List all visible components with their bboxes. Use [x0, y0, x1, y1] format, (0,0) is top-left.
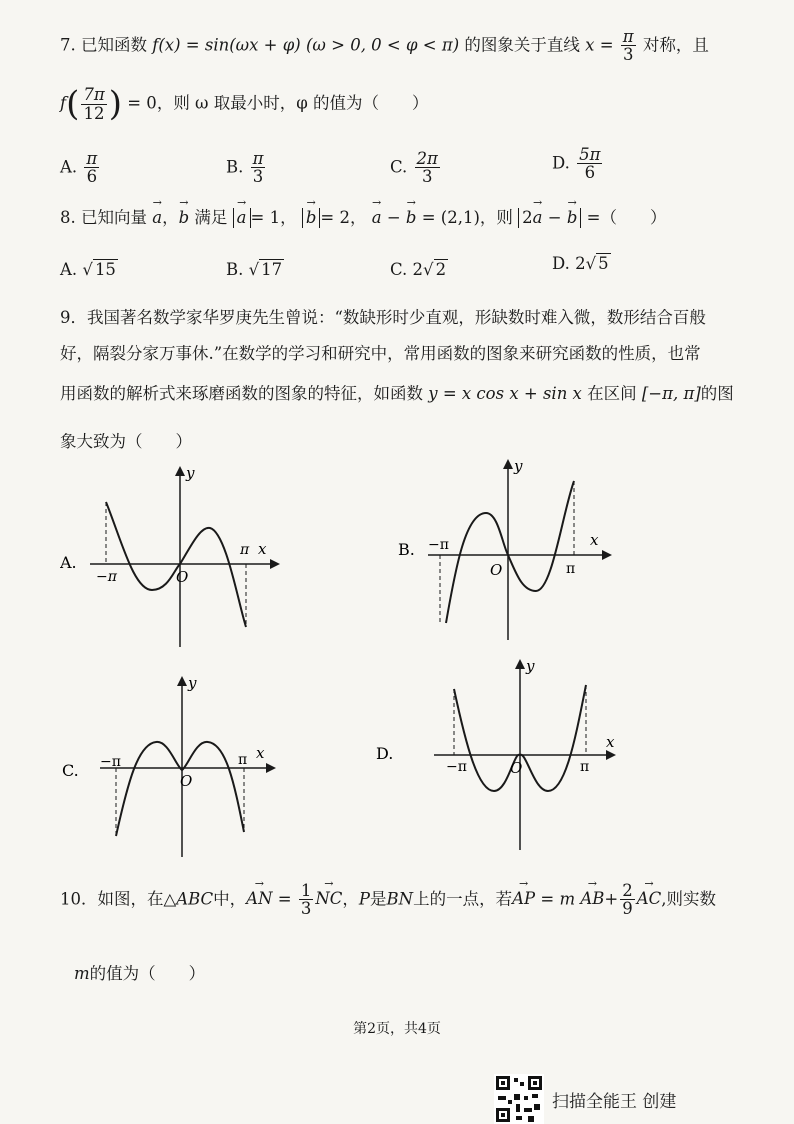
svg-text:x: x — [256, 744, 265, 762]
q8-option-a[interactable]: A. √ 15 — [60, 260, 116, 279]
q7-option-a[interactable]: A. $\frac{\pi}{6}$ — [60, 149, 98, 187]
q10-line1: 10．如图，在△ABC中，→ AN = $\frac{1}{3}$ → NC，P是BN上的一点，若→ AP = m → AB+ $\frac{2}{9}$ → AC,则实数 — [60, 882, 716, 918]
q7-number: 7. — [60, 35, 76, 55]
svg-text:O: O — [176, 568, 189, 586]
svg-text:π: π — [566, 561, 576, 577]
svg-text:y: y — [526, 657, 535, 675]
svg-text:−π: −π — [446, 759, 467, 775]
q7-sym-fraction: $\frac{\pi}{3}$ — [622, 27, 634, 65]
graph-option-a[interactable] — [60, 462, 290, 656]
svg-text:π: π — [580, 759, 590, 775]
svg-text:y: y — [514, 457, 523, 475]
qr-code-icon — [494, 1074, 544, 1124]
graph-option-d[interactable] — [374, 655, 624, 859]
svg-text:−π: −π — [428, 537, 449, 553]
svg-text:x: x — [590, 531, 599, 549]
scanner-watermark — [494, 1074, 676, 1124]
q9-line2: 好，隔裂分家万事休.”在数学的学习和研究中，常用函数的图象来研究函数的性质，也常 — [60, 344, 701, 363]
q7-option-d[interactable]: D. $\frac{5\pi}{6}$ — [552, 145, 601, 183]
svg-text:y: y — [186, 464, 195, 482]
graph-d-label: D. — [376, 744, 394, 763]
graph-b-curve — [446, 481, 574, 623]
q9-line3: 用函数的解析式来琢磨函数的图象的特征，如函数 y = x cos x + sin x 在区间 [−π, π]的图 — [60, 384, 734, 403]
svg-text:O: O — [490, 561, 503, 579]
graph-a-label: A. — [60, 553, 77, 572]
svg-text:−π: −π — [100, 754, 121, 770]
svg-text:x: x — [258, 540, 267, 558]
q8-line: 8. 已知向量 → a，→ b 满足 → a = 1， → b = 2， → a − → b = (2,1)，则 2→ a − → b =（ ） — [60, 204, 666, 228]
q9-line4: 象大致为（ ） — [60, 432, 192, 451]
graph-c-label: C. — [62, 761, 79, 780]
q8-option-b[interactable]: B. √ 17 — [226, 260, 283, 279]
q7-line2: f( $\frac{7\pi}{12}$ ) = 0，则 ω 取最小时，φ 的值为（ ） — [60, 84, 429, 124]
graph-b-label: B. — [398, 540, 415, 559]
q10-line2: m的值为（ ） — [74, 964, 206, 983]
q7-line1: 7. 已知函数 f(x) = sin(ωx + φ) (ω > 0, 0 < φ < π) 的图象关于直线 x = $\frac{\pi}{3}$ 对称，且 — [60, 27, 709, 65]
svg-text:x: x — [606, 733, 615, 751]
graph-option-b[interactable] — [398, 455, 628, 649]
svg-text:y: y — [188, 674, 197, 692]
svg-text:−π: −π — [96, 569, 117, 585]
scanner-label: 扫描全能王 创建 — [552, 1091, 677, 1112]
svg-text:π: π — [238, 752, 248, 768]
svg-text:O: O — [180, 772, 193, 790]
graph-option-c[interactable] — [60, 672, 290, 866]
q8-option-d[interactable]: D. 2√ 5 — [552, 254, 609, 273]
q9-line1: 9．我国著名数学家华罗庚先生曾说：“数缺形时少直观，形缺数时难入微，数形结合百般 — [60, 308, 706, 327]
page-number: 第2页，共4页 — [353, 1021, 441, 1037]
q7-option-c[interactable]: C. $\frac{2\pi}{3}$ — [390, 149, 438, 187]
svg-text:π: π — [240, 542, 250, 558]
q7-option-b[interactable]: B. $\frac{\pi}{3}$ — [226, 149, 264, 187]
q8-option-c[interactable]: C. 2√ 2 — [390, 260, 447, 279]
svg-text:O: O — [510, 759, 523, 777]
